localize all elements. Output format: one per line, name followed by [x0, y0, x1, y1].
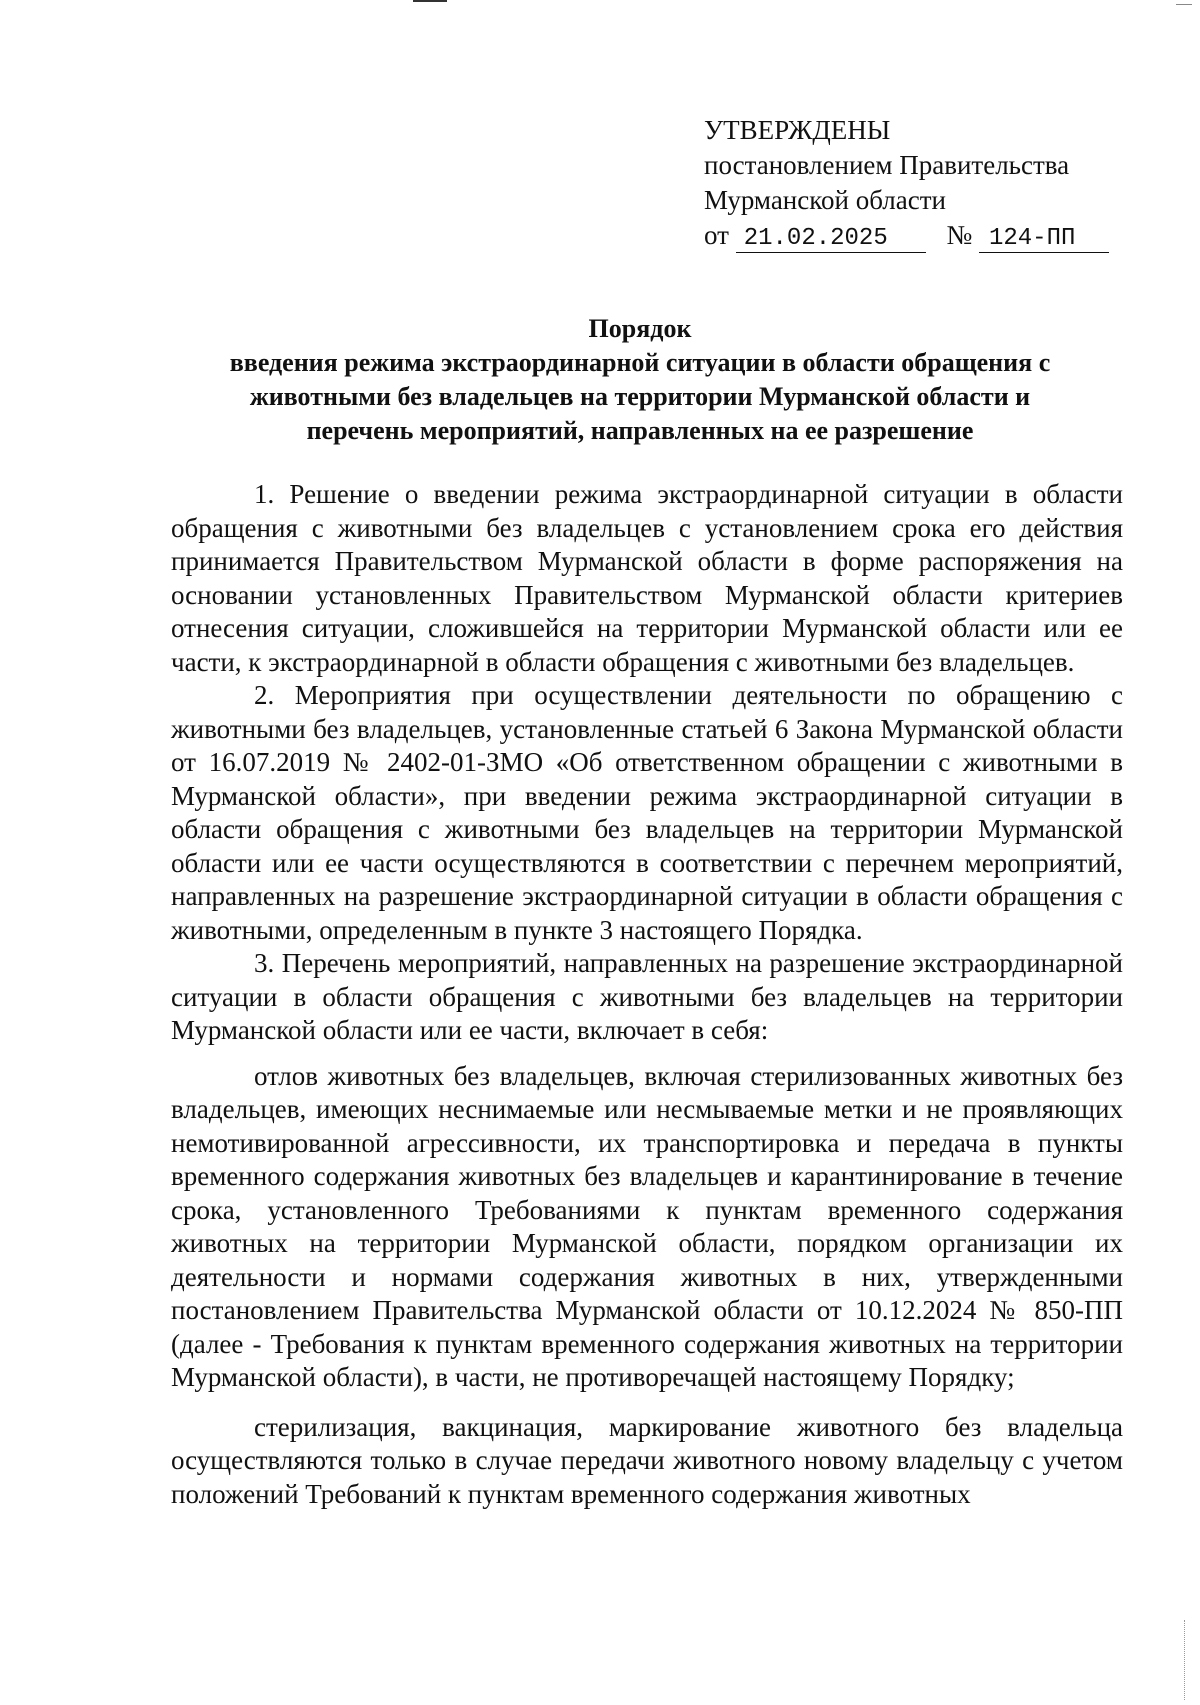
document-title	[170, 312, 1110, 448]
from-label: от	[704, 220, 729, 250]
approval-heading: УТВЕРЖДЕНЫ	[704, 115, 891, 145]
title-line-3: животными без владельцев на территории Мурманской области и	[249, 382, 1031, 411]
title-line-1: Порядок	[588, 314, 692, 343]
paragraph-3: 3. Перечень мероприятий, направленных на разрешение экстраординарной ситуации в области обращения с животными без владельцев на территории Мурманской области или ее части, включает в себя:	[171, 948, 1123, 1045]
approval-line-2: Мурманской области	[704, 185, 946, 215]
document-body	[171, 478, 1123, 1511]
approval-stamp	[704, 113, 1124, 253]
title-line-2: введения режима экстраординарной ситуации в области обращения с	[229, 348, 1051, 377]
scan-artifact-top	[413, 0, 447, 2]
paragraph-2: 2. Мероприятия при осуществлении деятельности по обращению с животными без владельцев, установленные статьей 6 Закона Мурманской области от 16.07.2019 № 2402-01-ЗМО «Об ответственном обращении с животными в Мурманской области», при введении режима экстраординарной ситуации в области обращения с животными без владельцев на территории Мурманской области или ее части осуществляются в соответствии с перечнем мероприятий, направленных на разрешение экстраординарной ситуации в области обращения с животными, определенным в пункте 3 настоящего Порядка.	[171, 680, 1123, 945]
approval-number: 124-ПП	[979, 226, 1109, 253]
title-line-4: перечень мероприятий, направленных на ее разрешение	[306, 416, 974, 445]
scan-artifact-corner	[1176, 4, 1192, 5]
approval-date-line	[704, 218, 1124, 253]
approval-line-1: постановлением Правительства	[704, 150, 1070, 180]
list-item-capture: отлов животных без владельцев, включая стерилизованных животных без владельцев, имеющих неснимаемые или несмываемые метки и не проявляющих немотивированной агрессивности, их транспортировка и передача в пункты временного содержания животных без владельцев и карантинирование в течение срока, установленного Требованиями к пунктам временного содержания животных на территории Мурманской области, порядком организации их деятельности и нормами содержания животных в них, утвержденными постановлением Правительства Мурманской области от 10.12.2024 № 850-ПП (далее - Требования к пунктам временного содержания животных на территории Мурманской области), в части, не противоречащей настоящему Порядку;	[171, 1060, 1123, 1392]
scan-artifact-edge	[1184, 1620, 1186, 1700]
approval-date: 21.02.2025	[736, 226, 926, 253]
list-item-sterilization: стерилизация, вакцинация, маркирование животного без владельца осуществляются только в случае передачи животного новому владельцу с учетом положений Требований к пунктам временного содержания животных	[171, 1411, 1123, 1509]
paragraph-1: 1. Решение о введении режима экстраординарной ситуации в области обращения с животными без владельцев с установлением срока его действия принимается Правительством Мурманской области в форме распоряжения на основании установленных Правительством Мурманской области критериев отнесения ситуации, сложившейся на территории Мурманской области или ее части, к экстраординарной в области обращения с животными без владельцев.	[171, 479, 1123, 677]
number-sign: №	[946, 220, 973, 250]
